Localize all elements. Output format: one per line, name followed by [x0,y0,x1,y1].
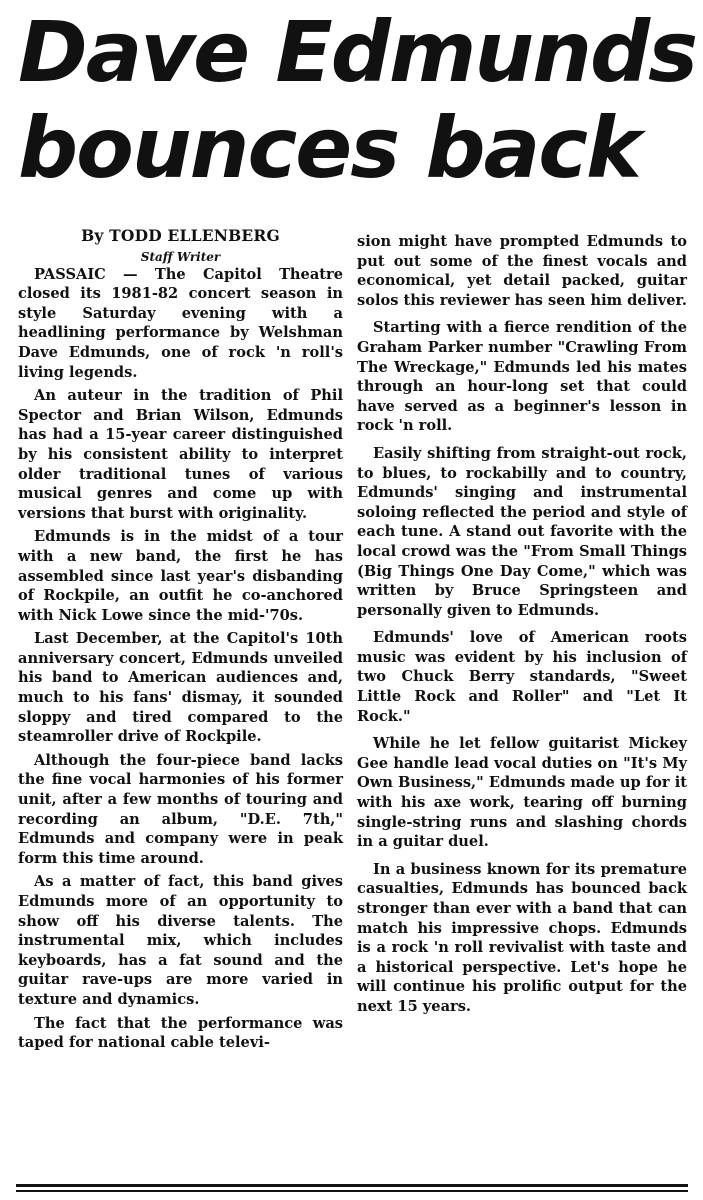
paragraph: The fact that the performance was taped for national cable televi- [18,1014,343,1052]
headline-line-2: bounces back [18,99,640,197]
paragraph: Edmunds' love of American roots music was evident by his inclusion of two Chuck Berry standards, "Sweet Little Rock and Roller" and "Let It Rock." [357,629,687,725]
paragraph-continuation: sion might have prompted Edmunds to put out some of the finest vocals and economical, yet detail packed, guitar solos this reviewer has seen him deliver. [357,233,687,309]
paragraph: Starting with a fierce rendition of the Graham Parker number "Crawling From The Wreckage," Edmunds led his mates through an hour-long set that could have served as a beginner's lesson in rock 'n roll. [357,319,687,435]
paragraph: Easily shifting from straight-out rock, to blues, to rockabilly and to country, Edmunds' singing and instrumental soloing reflected the period and style of each tune. A stand out favorite with the local crowd was the "From Small Things (Big Things One Day Come," which was written by Bruce Springsteen and personally given to Edmunds. [357,444,687,619]
paragraph: PASSAIC — The Capitol Theatre closed its 1981-82 concert season in style Saturday evening with a headlining performance by Welshman Dave Edmunds, one of rock 'n roll's living legends. [18,265,343,381]
headline [18,4,698,196]
bottom-rule [16,1184,688,1187]
paragraph: Although the four-piece band lacks the fine vocal harmonies of his former unit, after a few months of touring and recording an album, "D.E. 7th," Edmunds and company were in peak form this time around. [18,751,343,867]
paragraph: In a business known for its premature casualties, Edmunds has bounced back stronger than ever with a band that can match his impressive chops. Edmunds is a rock 'n roll revivalist with taste and a historical perspective. Let's hope he will continue his prolific output for the next 15 years. [357,860,687,1015]
article-column-right [357,232,687,1025]
paragraph: As a matter of fact, this band gives Edmunds more of an opportunity to show off his diverse talents. The instrumental mix, which includes keyboards, has a fat sound and the guitar rave-ups are more varied in texture and dynamics. [18,873,343,1008]
bottom-rule-thin [16,1190,688,1192]
article-column-left [18,226,343,1057]
headline-line-1: Dave Edmunds [18,3,697,101]
byline: By TODD ELLENBERG [81,226,280,245]
paragraph: An auteur in the tradition of Phil Spector and Brian Wilson, Edmunds has had a 15-year career distinguished by his consistent ability to interpret older traditional tunes of various musical genres and come up with versions that burst with originality. [18,387,343,522]
byline-role: Staff Writer [140,249,221,264]
paragraph: Last December, at the Capitol's 10th anniversary concert, Edmunds unveiled his band to American audiences and, much to his fans' dismay, it sounded sloppy and tired compared to the steamroller drive of Rockpile. [18,630,343,746]
paragraph: Edmunds is in the midst of a tour with a new band, the first he has assembled since last year's disbanding of Rockpile, an outfit he co-anchored with Nick Lowe since the mid-'70s. [18,528,343,624]
paragraph: While he let fellow guitarist Mickey Gee handle lead vocal duties on "It's My Own Business," Edmunds made up for it with his axe work, tearing off burning single-string runs and slashing chords in a guitar duel. [357,735,687,851]
